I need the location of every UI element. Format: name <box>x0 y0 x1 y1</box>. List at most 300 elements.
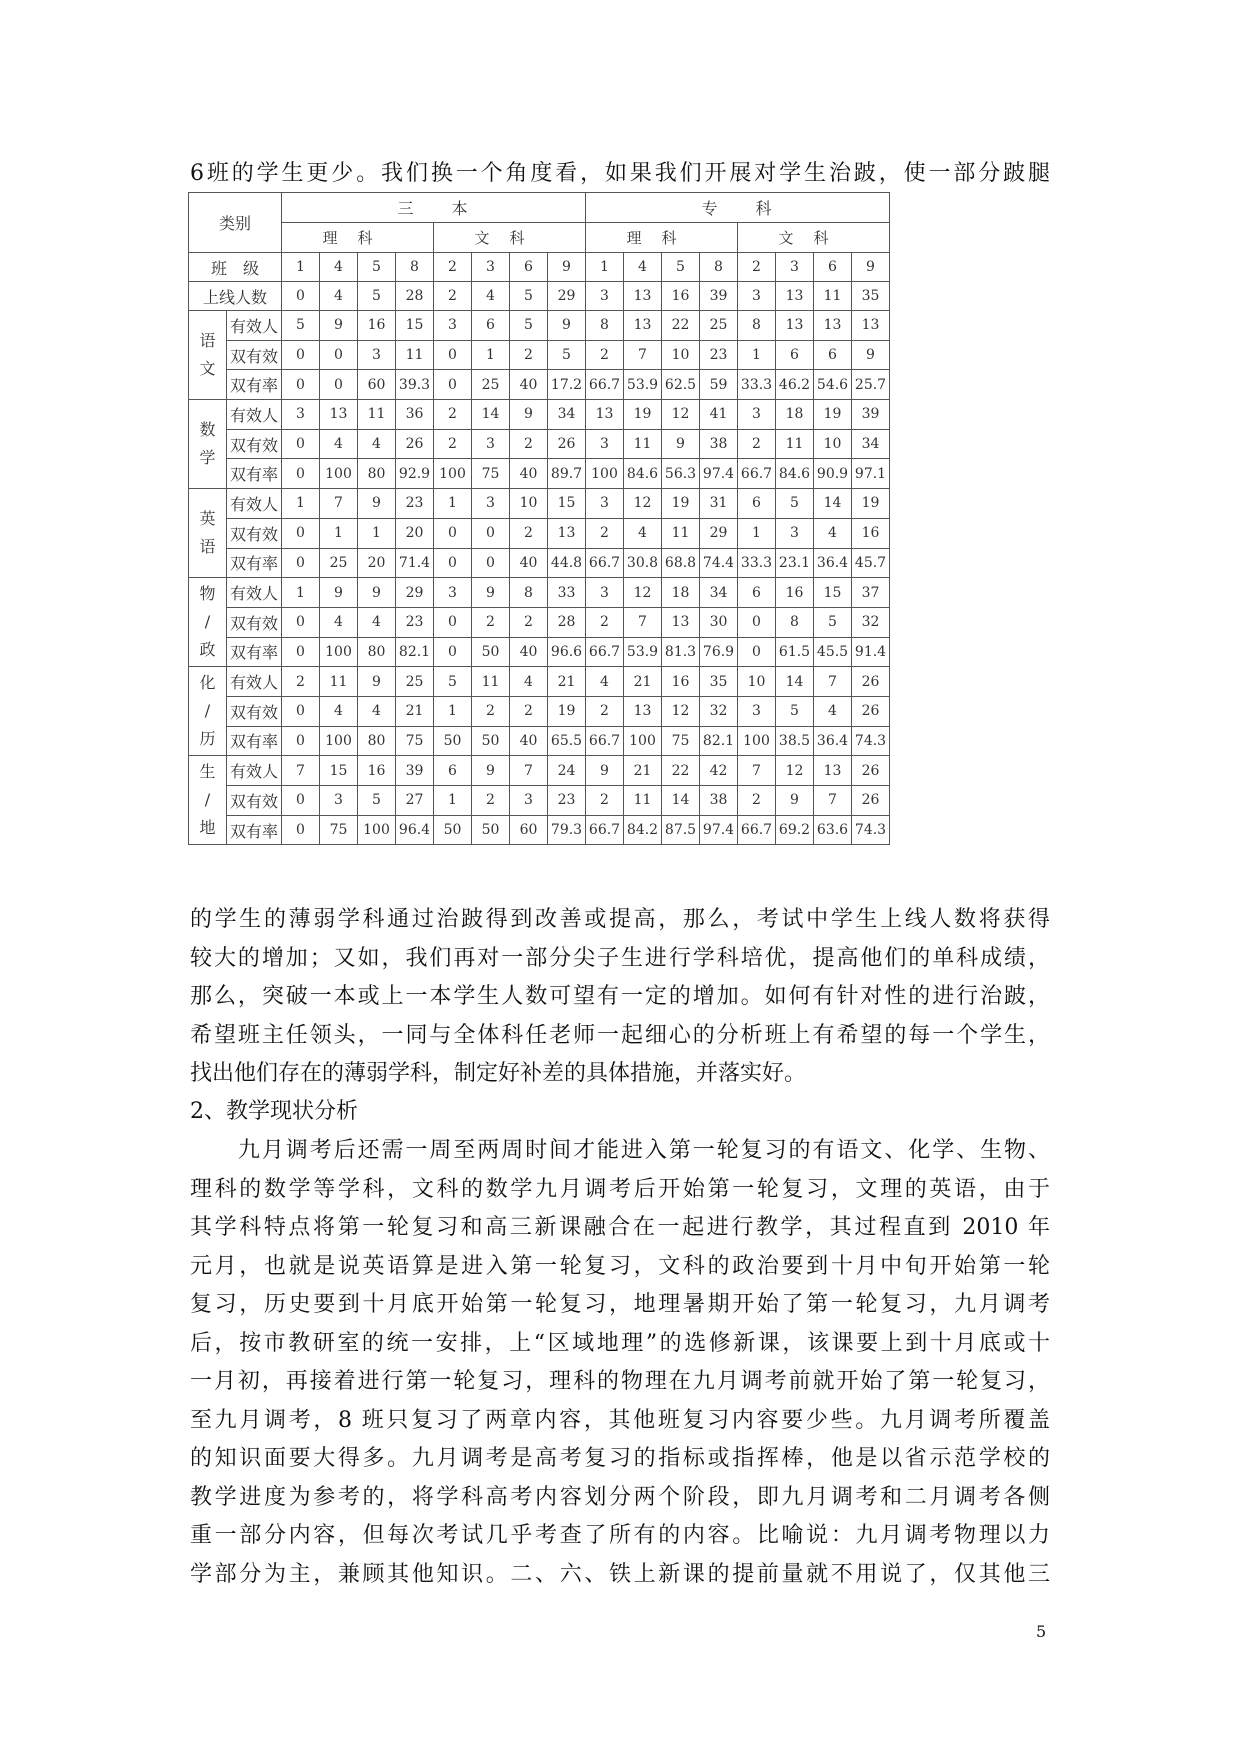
value-cell: 3 <box>358 340 396 370</box>
value-cell: 1 <box>434 489 472 519</box>
value-cell: 11 <box>320 667 358 697</box>
value-cell: 5 <box>434 667 472 697</box>
value-cell: 11 <box>358 400 396 430</box>
value-cell: 10 <box>510 489 548 519</box>
text-line: 教学进度为参考的，将学科高考内容划分两个阶段，即九月调考和二月调考各侧 <box>190 1484 1050 1510</box>
value-cell: 5 <box>358 786 396 816</box>
value-cell: 18 <box>662 578 700 608</box>
class-cell: 6 <box>510 253 548 282</box>
value-cell: 40 <box>510 370 548 400</box>
value-cell: 50 <box>434 815 472 845</box>
value-cell: 81.3 <box>662 637 700 667</box>
row-label: 双有效 <box>227 340 282 370</box>
value-cell: 80 <box>358 726 396 756</box>
value-cell: 13 <box>852 311 890 341</box>
value-cell: 2 <box>472 696 510 726</box>
subject-label: 语 文 <box>189 311 227 400</box>
table-row <box>189 459 890 489</box>
subject-label: 物 / 政 <box>189 578 227 667</box>
value-cell: 100 <box>320 637 358 667</box>
value-cell: 16 <box>662 667 700 697</box>
value-cell: 19 <box>548 696 586 726</box>
value-cell: 15 <box>396 311 434 341</box>
online-label: 上线人数 <box>189 282 282 311</box>
value-cell: 4 <box>358 607 396 637</box>
value-cell: 97.4 <box>700 459 738 489</box>
value-cell: 6 <box>434 756 472 786</box>
value-cell: 2 <box>586 518 624 548</box>
value-cell: 16 <box>358 311 396 341</box>
value-cell: 25 <box>472 370 510 400</box>
value-cell: 5 <box>282 311 320 341</box>
row-label: 双有效 <box>227 518 282 548</box>
value-cell: 6 <box>776 340 814 370</box>
value-cell: 1 <box>282 489 320 519</box>
text-line: 的学生的薄弱学科通过治跛得到改善或提高，那么，考试中学生上线人数将获得 <box>190 907 1050 932</box>
value-cell: 26 <box>852 786 890 816</box>
value-cell: 13 <box>624 311 662 341</box>
value-cell: 84.6 <box>624 459 662 489</box>
value-cell: 10 <box>662 340 700 370</box>
value-cell: 7 <box>814 667 852 697</box>
value-cell: 9 <box>320 578 358 608</box>
value-cell: 100 <box>434 459 472 489</box>
row-label: 双有率 <box>227 726 282 756</box>
value-cell: 20 <box>358 548 396 578</box>
value-cell: 2 <box>586 786 624 816</box>
value-cell: 9 <box>358 667 396 697</box>
value-cell: 13 <box>776 311 814 341</box>
text-line-top: 6班的学生更少。我们换一个角度看，如果我们开展对学生治跛，使一部分跛腿 <box>190 161 1050 186</box>
value-cell: 0 <box>472 518 510 548</box>
value-cell: 3 <box>472 429 510 459</box>
value-cell: 9 <box>548 311 586 341</box>
class-cell: 4 <box>624 253 662 282</box>
value-cell: 30.8 <box>624 548 662 578</box>
value-cell: 82.1 <box>700 726 738 756</box>
value-cell: 0 <box>282 607 320 637</box>
value-cell: 0 <box>282 548 320 578</box>
section-heading: 2、教学现状分析 <box>190 1099 358 1124</box>
value-cell: 2 <box>586 607 624 637</box>
text-line: 理科的数学等学科，文科的数学九月调考后开始第一轮复习，文理的英语，由于 <box>190 1176 1050 1202</box>
value-cell: 13 <box>548 518 586 548</box>
value-cell: 33 <box>548 578 586 608</box>
value-cell: 68.8 <box>662 548 700 578</box>
value-cell: 4 <box>358 696 396 726</box>
value-cell: 15 <box>814 578 852 608</box>
value-cell: 0 <box>434 340 472 370</box>
value-cell: 0 <box>738 637 776 667</box>
table-row <box>189 548 890 578</box>
value-cell: 7 <box>738 756 776 786</box>
value-cell: 23 <box>548 786 586 816</box>
text-line: 重一部分内容，但每次考试几乎考查了所有的内容。比喻说：九月调考物理以力 <box>190 1523 1050 1548</box>
online-cell: 13 <box>776 282 814 311</box>
value-cell: 36.4 <box>814 548 852 578</box>
value-cell: 100 <box>738 726 776 756</box>
value-cell: 26 <box>852 667 890 697</box>
value-cell: 7 <box>320 489 358 519</box>
value-cell: 33.3 <box>738 370 776 400</box>
value-cell: 2 <box>738 786 776 816</box>
value-cell: 24 <box>548 756 586 786</box>
value-cell: 25 <box>700 311 738 341</box>
table-row <box>189 311 890 341</box>
value-cell: 27 <box>396 786 434 816</box>
value-cell: 13 <box>320 400 358 430</box>
value-cell: 9 <box>776 786 814 816</box>
value-cell: 75 <box>320 815 358 845</box>
value-cell: 71.4 <box>396 548 434 578</box>
class-cell: 3 <box>776 253 814 282</box>
value-cell: 34 <box>700 578 738 608</box>
value-cell: 12 <box>776 756 814 786</box>
value-cell: 7 <box>814 786 852 816</box>
value-cell: 16 <box>358 756 396 786</box>
value-cell: 100 <box>320 726 358 756</box>
value-cell: 0 <box>282 459 320 489</box>
value-cell: 84.6 <box>776 459 814 489</box>
value-cell: 3 <box>510 786 548 816</box>
row-label: 有效人 <box>227 400 282 430</box>
value-cell: 32 <box>852 607 890 637</box>
value-cell: 12 <box>662 400 700 430</box>
class-cell: 2 <box>738 253 776 282</box>
value-cell: 9 <box>852 340 890 370</box>
value-cell: 8 <box>738 311 776 341</box>
value-cell: 92.9 <box>396 459 434 489</box>
value-cell: 12 <box>662 696 700 726</box>
text-line: 至九月调考，8 班只复习了两章内容，其他班复习内容要少些。九月调考所覆盖 <box>190 1407 1050 1433</box>
value-cell: 6 <box>472 311 510 341</box>
value-cell: 1 <box>282 578 320 608</box>
online-cell: 3 <box>586 282 624 311</box>
value-cell: 46.2 <box>776 370 814 400</box>
value-cell: 11 <box>776 429 814 459</box>
value-cell: 2 <box>282 667 320 697</box>
value-cell: 3 <box>776 518 814 548</box>
value-cell: 41 <box>700 400 738 430</box>
class-cell: 5 <box>662 253 700 282</box>
value-cell: 21 <box>624 756 662 786</box>
value-cell: 3 <box>472 489 510 519</box>
value-cell: 13 <box>624 696 662 726</box>
online-cell: 16 <box>662 282 700 311</box>
online-cell: 4 <box>472 282 510 311</box>
value-cell: 9 <box>358 489 396 519</box>
value-cell: 56.3 <box>662 459 700 489</box>
value-cell: 66.7 <box>586 815 624 845</box>
online-cell: 0 <box>282 282 320 311</box>
value-cell: 79.3 <box>548 815 586 845</box>
value-cell: 3 <box>738 400 776 430</box>
value-cell: 26 <box>548 429 586 459</box>
value-cell: 75 <box>472 459 510 489</box>
value-cell: 82.1 <box>396 637 434 667</box>
value-cell: 0 <box>282 340 320 370</box>
value-cell: 0 <box>282 696 320 726</box>
online-cell: 2 <box>434 282 472 311</box>
value-cell: 7 <box>624 607 662 637</box>
table-row <box>189 786 890 816</box>
table-row <box>189 489 890 519</box>
row-label: 双有效 <box>227 607 282 637</box>
value-cell: 9 <box>358 578 396 608</box>
value-cell: 5 <box>814 607 852 637</box>
value-cell: 66.7 <box>738 459 776 489</box>
header-like-1: 理科 <box>282 223 434 253</box>
value-cell: 80 <box>358 637 396 667</box>
row-label: 双有效 <box>227 786 282 816</box>
value-cell: 0 <box>434 607 472 637</box>
value-cell: 5 <box>776 489 814 519</box>
value-cell: 40 <box>510 637 548 667</box>
value-cell: 6 <box>738 578 776 608</box>
online-cell: 5 <box>358 282 396 311</box>
value-cell: 53.9 <box>624 637 662 667</box>
value-cell: 14 <box>814 489 852 519</box>
value-cell: 14 <box>472 400 510 430</box>
value-cell: 29 <box>396 578 434 608</box>
value-cell: 8 <box>776 607 814 637</box>
value-cell: 45.5 <box>814 637 852 667</box>
value-cell: 100 <box>624 726 662 756</box>
value-cell: 1 <box>434 696 472 726</box>
value-cell: 76.9 <box>700 637 738 667</box>
text-line: 的知识面要大得多。九月调考是高考复习的指标或指挥棒，他是以省示范学校的 <box>190 1446 1050 1471</box>
value-cell: 11 <box>472 667 510 697</box>
text-line: 找出他们存在的薄弱学科，制定好补差的具体措施，并落实好。 <box>190 1061 807 1086</box>
value-cell: 9 <box>320 311 358 341</box>
row-label: 双有率 <box>227 370 282 400</box>
value-cell: 74.3 <box>852 815 890 845</box>
value-cell: 39.3 <box>396 370 434 400</box>
text-line: 元月，也就是说英语算是进入第一轮复习，文科的政治要到十月中旬开始第一轮 <box>190 1253 1050 1279</box>
value-cell: 66.7 <box>586 370 624 400</box>
subject-label: 英 语 <box>189 489 227 578</box>
value-cell: 13 <box>586 400 624 430</box>
value-cell: 7 <box>624 340 662 370</box>
value-cell: 37 <box>852 578 890 608</box>
value-cell: 11 <box>624 429 662 459</box>
online-cell: 5 <box>510 282 548 311</box>
value-cell: 60 <box>510 815 548 845</box>
value-cell: 12 <box>624 578 662 608</box>
value-cell: 44.8 <box>548 548 586 578</box>
row-label: 双有率 <box>227 548 282 578</box>
value-cell: 19 <box>852 489 890 519</box>
value-cell: 19 <box>814 400 852 430</box>
value-cell: 1 <box>738 340 776 370</box>
value-cell: 0 <box>738 607 776 637</box>
value-cell: 15 <box>548 489 586 519</box>
value-cell: 96.6 <box>548 637 586 667</box>
class-cell: 2 <box>434 253 472 282</box>
value-cell: 17.2 <box>548 370 586 400</box>
row-label: 有效人 <box>227 311 282 341</box>
row-label: 双有率 <box>227 637 282 667</box>
value-cell: 26 <box>396 429 434 459</box>
row-label: 有效人 <box>227 667 282 697</box>
row-label: 双有率 <box>227 815 282 845</box>
value-cell: 45.7 <box>852 548 890 578</box>
value-cell: 0 <box>320 370 358 400</box>
value-cell: 4 <box>814 518 852 548</box>
value-cell: 50 <box>472 637 510 667</box>
row-label: 有效人 <box>227 578 282 608</box>
value-cell: 23 <box>396 489 434 519</box>
header-like-2: 理科 <box>586 223 738 253</box>
value-cell: 100 <box>586 459 624 489</box>
header-category: 类别 <box>189 193 282 253</box>
value-cell: 36.4 <box>814 726 852 756</box>
value-cell: 2 <box>510 429 548 459</box>
table-row <box>189 607 890 637</box>
value-cell: 63.6 <box>814 815 852 845</box>
table-row <box>189 815 890 845</box>
value-cell: 0 <box>434 637 472 667</box>
value-cell: 4 <box>814 696 852 726</box>
value-cell: 25 <box>396 667 434 697</box>
value-cell: 9 <box>510 400 548 430</box>
online-cell: 35 <box>852 282 890 311</box>
table-row <box>189 637 890 667</box>
table-row <box>189 726 890 756</box>
value-cell: 74.3 <box>852 726 890 756</box>
value-cell: 6 <box>738 489 776 519</box>
value-cell: 0 <box>472 548 510 578</box>
value-cell: 97.1 <box>852 459 890 489</box>
value-cell: 38 <box>700 429 738 459</box>
value-cell: 90.9 <box>814 459 852 489</box>
value-cell: 3 <box>586 429 624 459</box>
header-group-2: 专 科 <box>586 193 890 223</box>
value-cell: 19 <box>662 489 700 519</box>
value-cell: 4 <box>510 667 548 697</box>
text-line: 一月初，再接着进行第一轮复习，理科的物理在九月调考前就开始了第一轮复习， <box>190 1369 1050 1394</box>
value-cell: 2 <box>510 340 548 370</box>
value-cell: 10 <box>738 667 776 697</box>
online-cell: 4 <box>320 282 358 311</box>
table-row <box>189 756 890 786</box>
value-cell: 6 <box>814 340 852 370</box>
value-cell: 0 <box>434 370 472 400</box>
online-cell: 13 <box>624 282 662 311</box>
value-cell: 23 <box>396 607 434 637</box>
value-cell: 74.4 <box>700 548 738 578</box>
value-cell: 8 <box>586 311 624 341</box>
value-cell: 19 <box>624 400 662 430</box>
value-cell: 91.4 <box>852 637 890 667</box>
value-cell: 2 <box>586 340 624 370</box>
value-cell: 11 <box>662 518 700 548</box>
value-cell: 22 <box>662 756 700 786</box>
table-row <box>189 223 890 253</box>
value-cell: 2 <box>738 429 776 459</box>
value-cell: 1 <box>320 518 358 548</box>
value-cell: 2 <box>472 786 510 816</box>
table-row <box>189 578 890 608</box>
value-cell: 2 <box>510 696 548 726</box>
value-cell: 9 <box>662 429 700 459</box>
header-wenke-1: 文科 <box>434 223 586 253</box>
text-line: 九月调考后还需一周至两周时间才能进入第一轮复习的有语文、化学、生物、 <box>190 1138 1050 1163</box>
value-cell: 62.5 <box>662 370 700 400</box>
value-cell: 8 <box>510 578 548 608</box>
value-cell: 60 <box>358 370 396 400</box>
row-label: 双有效 <box>227 429 282 459</box>
value-cell: 66.7 <box>586 726 624 756</box>
value-cell: 0 <box>282 815 320 845</box>
value-cell: 66.7 <box>738 815 776 845</box>
text-line: 希望班主任领头，一同与全体科任老师一起细心的分析班上有希望的每一个学生， <box>190 1022 1050 1048</box>
value-cell: 3 <box>586 578 624 608</box>
value-cell: 38.5 <box>776 726 814 756</box>
value-cell: 18 <box>776 400 814 430</box>
value-cell: 38 <box>700 786 738 816</box>
value-cell: 15 <box>320 756 358 786</box>
value-cell: 4 <box>320 696 358 726</box>
value-cell: 61.5 <box>776 637 814 667</box>
value-cell: 54.6 <box>814 370 852 400</box>
value-cell: 84.2 <box>624 815 662 845</box>
value-cell: 89.7 <box>548 459 586 489</box>
value-cell: 33.3 <box>738 548 776 578</box>
class-cell: 8 <box>700 253 738 282</box>
value-cell: 80 <box>358 459 396 489</box>
table-row <box>189 340 890 370</box>
value-cell: 66.7 <box>586 548 624 578</box>
online-cell: 28 <box>396 282 434 311</box>
value-cell: 30 <box>700 607 738 637</box>
value-cell: 11 <box>396 340 434 370</box>
row-label: 双有效 <box>227 696 282 726</box>
value-cell: 5 <box>548 340 586 370</box>
value-cell: 0 <box>282 786 320 816</box>
table-row <box>189 667 890 697</box>
class-label: 班 级 <box>189 253 282 282</box>
text-line: 后，按市教研室的统一安排，上“区域地理”的选修新课，该课要上到十月底或十 <box>190 1330 1050 1356</box>
value-cell: 0 <box>282 637 320 667</box>
table-row <box>189 429 890 459</box>
value-cell: 0 <box>434 518 472 548</box>
value-cell: 1 <box>472 340 510 370</box>
value-cell: 9 <box>472 578 510 608</box>
text-line: 其学科特点将第一轮复习和高三新课融合在一起进行教学，其过程直到 2010 年 <box>190 1215 1050 1240</box>
value-cell: 100 <box>358 815 396 845</box>
value-cell: 75 <box>662 726 700 756</box>
table-row <box>189 400 890 430</box>
value-cell: 3 <box>434 311 472 341</box>
value-cell: 50 <box>472 726 510 756</box>
value-cell: 59 <box>700 370 738 400</box>
value-cell: 4 <box>358 429 396 459</box>
value-cell: 0 <box>282 726 320 756</box>
class-cell: 1 <box>282 253 320 282</box>
class-cell: 5 <box>358 253 396 282</box>
value-cell: 0 <box>282 370 320 400</box>
value-cell: 1 <box>738 518 776 548</box>
table-row <box>189 253 890 282</box>
value-cell: 2 <box>434 400 472 430</box>
class-cell: 9 <box>852 253 890 282</box>
value-cell: 40 <box>510 548 548 578</box>
subject-label: 生 / 地 <box>189 756 227 845</box>
value-cell: 3 <box>738 696 776 726</box>
text-line: 较大的增加；又如，我们再对一部分尖子生进行学科培优，提高他们的单科成绩， <box>190 945 1050 971</box>
value-cell: 53.9 <box>624 370 662 400</box>
